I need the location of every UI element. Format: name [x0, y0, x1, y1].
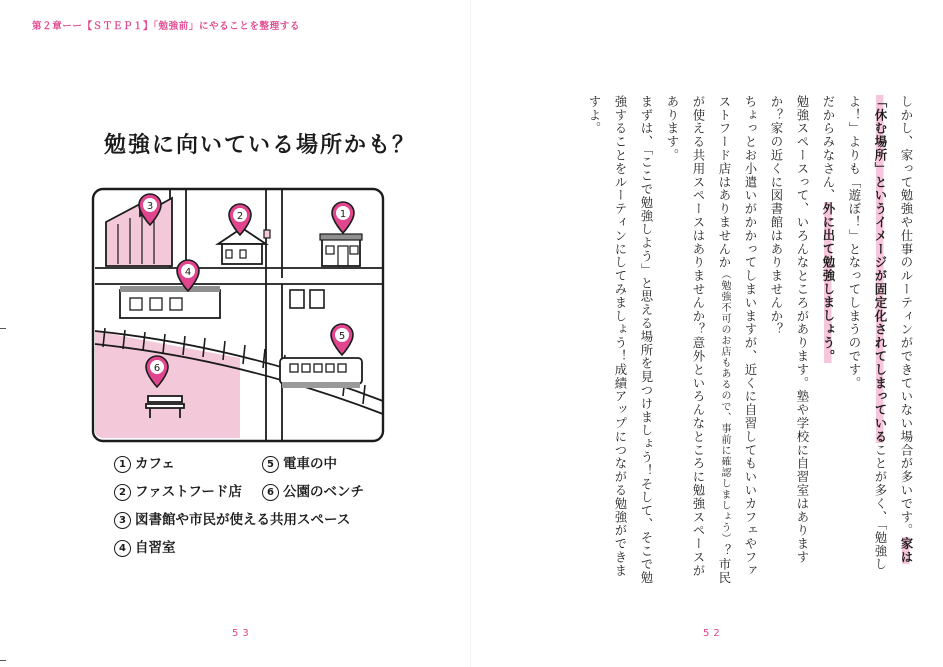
crop-mark: [0, 328, 6, 329]
body-text: [539, 95, 919, 585]
svg-text:6: 6: [153, 363, 161, 374]
right-page: [471, 0, 943, 667]
running-header: 第２章ーー【ＳＴＥＰ１】「勉強前」にやることを整理する: [32, 21, 300, 32]
paragraph: ちょっとお小遣いがかかってしまいますが、近くに自習してもいいカフェやファストフード店はありませんか（勉強不可のお店もあるので、事前に確認しましょう）？市民が使える共用スペースはありませんか？意外といろんなところに勉強スペースがあります。: [665, 95, 758, 585]
paragraph: しかし、家って勉強や仕事のルーティンができていない場合が多いです。家は「休む場所」というイメージが固定化されてしまっていることが多く、「勉強しよ！」よりも「遊ぼ！」となってしまうのです。: [847, 95, 914, 572]
page-number: 53: [232, 628, 253, 639]
legend-item: 5 電車の中: [262, 452, 337, 473]
map-legend: [114, 452, 414, 562]
left-page: [0, 0, 471, 667]
paragraph: だからみなさん、外に出て勉強しましょう。: [821, 95, 836, 364]
svg-text:2: 2: [236, 211, 244, 222]
legend-item: 2 ファストフード店: [114, 480, 242, 501]
study-room-icon: [120, 286, 220, 318]
paragraph: 勉強スペースって、いろんなところがあります。塾や学校に自習室はありますか？家の近くに図書館はありませんか？: [769, 95, 810, 564]
cafe-icon: [320, 234, 362, 266]
legend-item: 6 公園のベンチ: [262, 480, 364, 501]
paragraph: まずは、「ここで勉強しよう」と思える場所を見つけましょう！そして、そこで勉強することをルーティンにしてみましょう！成績アップにつながる勉強ができますよ。: [587, 95, 654, 585]
legend-item: 4 自習室: [114, 536, 176, 557]
crop-mark: [0, 660, 6, 661]
svg-text:1: 1: [339, 209, 347, 220]
svg-text:5: 5: [338, 331, 346, 342]
svg-text:4: 4: [184, 267, 192, 278]
illustration-title: 勉強に向いている場所かも？: [104, 133, 417, 158]
svg-text:3: 3: [146, 201, 154, 212]
legend-item: 1 カフェ: [114, 452, 175, 473]
train-icon: [280, 358, 362, 388]
legend-item: 3 図書館や市民が使える共用スペース: [114, 508, 350, 529]
map-illustration: [90, 186, 386, 444]
page-number: 52: [703, 628, 724, 639]
